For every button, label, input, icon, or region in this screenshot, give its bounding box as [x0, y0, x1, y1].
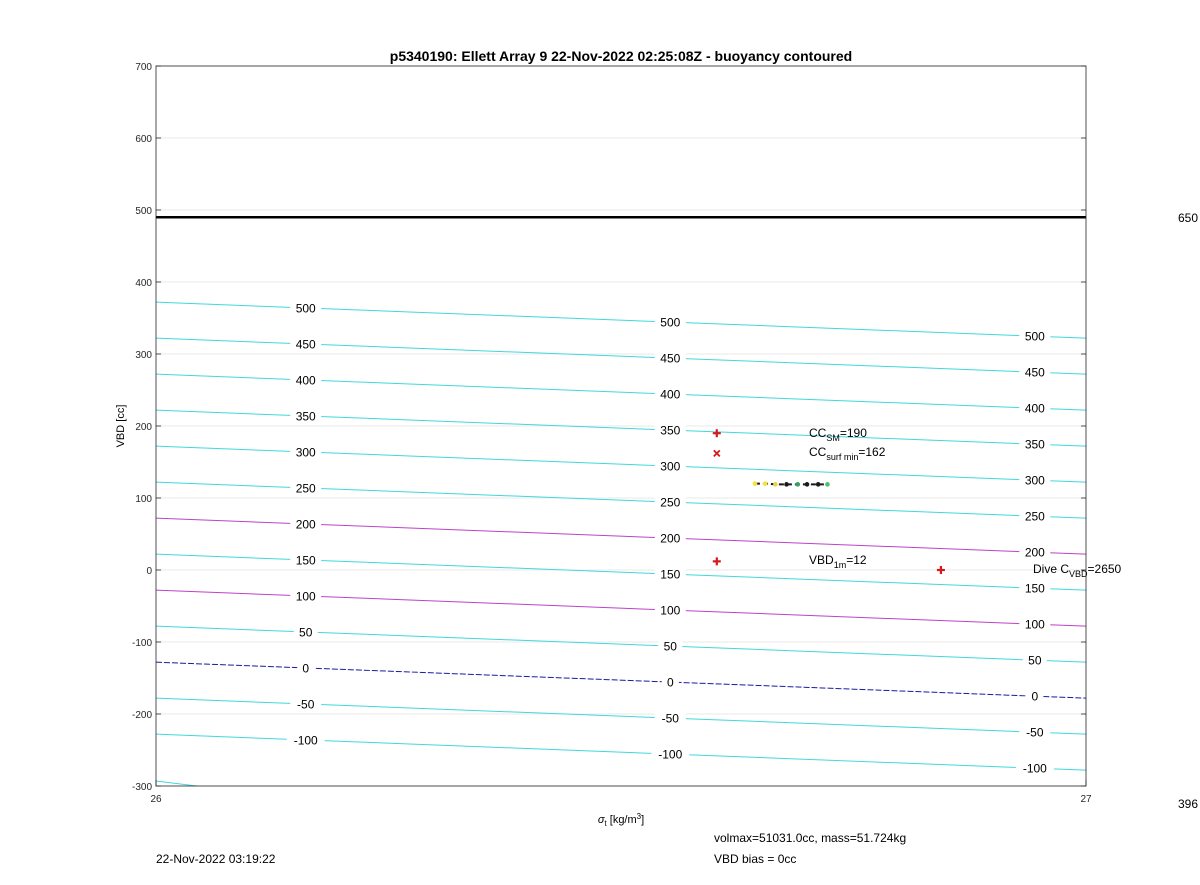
x-axis-label-sub: t [604, 819, 607, 828]
annotation-dive-sub: VBD [1069, 569, 1088, 579]
x-axis-label-unit-sup: 3 [636, 812, 642, 821]
contour-label-250: 250 [1024, 509, 1045, 524]
contour-label--50: -50 [661, 711, 679, 726]
contour-label-300: 300 [1024, 473, 1045, 488]
annotation-cc-sm-rest: =190 [839, 426, 867, 440]
right-label-bottom: 396 [1177, 797, 1198, 811]
contour-label-100: 100 [660, 603, 681, 618]
x-tick-label: 26 [150, 794, 162, 805]
dive-track-point [825, 482, 830, 487]
y-tick-label: 200 [135, 422, 152, 433]
dive-track-point [773, 482, 778, 487]
annotation-vbd-1m [809, 553, 867, 570]
annotation-dive-rest: =2650 [1087, 562, 1122, 576]
annotation-dive-base: Dive C [1033, 562, 1070, 576]
contour-label--50: -50 [1026, 725, 1044, 740]
marker-plus [713, 557, 721, 565]
marker-cross [714, 450, 720, 456]
footer-volmax: volmax=51031.0cc, mass=51.724kg [714, 831, 907, 845]
y-tick-label: -200 [131, 710, 152, 721]
annotation-vbd-1m-sub: 1m [833, 560, 847, 570]
contour-label-450: 450 [660, 351, 681, 366]
annotation-cc-surf-rest: =162 [858, 445, 886, 459]
contour-label--50: -50 [297, 697, 315, 712]
contour-label--100: -100 [293, 733, 318, 748]
y-tick-label: 600 [135, 134, 152, 145]
contour-label-450: 450 [1024, 365, 1045, 380]
annotation-vbd-1m-base: VBD [809, 553, 834, 567]
y-tick-label: -300 [131, 782, 152, 793]
contour-label-500: 500 [660, 315, 681, 330]
y-tick-label: 400 [135, 278, 152, 289]
contour-label-200: 200 [660, 531, 681, 546]
contour-label-450: 450 [295, 337, 316, 352]
x-tick-label: 27 [1080, 794, 1092, 805]
y-tick-label: 700 [135, 62, 152, 73]
dive-track-point [805, 482, 810, 487]
footer-vbd-bias: VBD bias = 0cc [714, 852, 797, 866]
contour-label-400: 400 [295, 373, 316, 388]
contour-line-0 [156, 662, 1086, 698]
contour-label-100: 100 [1024, 617, 1045, 632]
contour-line--150 [156, 781, 1086, 885]
contour-label-100: 100 [295, 589, 316, 604]
contour-label-300: 300 [660, 459, 681, 474]
dive-track-point [816, 482, 821, 487]
annotation-cc-sm [809, 426, 867, 443]
contour-label-0: 0 [302, 661, 310, 676]
contour-label-50: 50 [1028, 653, 1042, 668]
y-tick-label: -100 [131, 638, 152, 649]
annotation-vbd-1m-rest: =12 [846, 553, 867, 567]
contour-label-50: 50 [663, 639, 677, 654]
contour-label-350: 350 [660, 423, 681, 438]
x-axis-label-unit: [kg/m [606, 814, 637, 826]
x-axis-label [598, 812, 644, 828]
contour-label-500: 500 [1024, 329, 1045, 344]
footer-timestamp: 22-Nov-2022 03:19:22 [156, 852, 276, 866]
contour-label-300: 300 [295, 445, 316, 460]
contour-label-250: 250 [295, 481, 316, 496]
dive-track-point [795, 482, 800, 487]
annotation-cc-surf-base: CC [809, 445, 827, 459]
annotation-cc-sm-base: CC [809, 426, 827, 440]
y-tick-label: 300 [135, 350, 152, 361]
contour-label-50: 50 [299, 625, 313, 640]
contour-label-150: 150 [295, 553, 316, 568]
contour-label-150: 150 [1024, 581, 1045, 596]
annotation-dive-cvbd [1033, 562, 1122, 579]
contour-label-250: 250 [660, 495, 681, 510]
x-axis-label-symbol: σ [597, 814, 605, 826]
contour-label-400: 400 [1024, 401, 1045, 416]
dive-track-point [784, 482, 789, 487]
y-axis-label: VBD [cc] [115, 404, 127, 448]
contour-label-0: 0 [1031, 689, 1039, 704]
right-label-top: 650 [1177, 211, 1198, 225]
contour-label-350: 350 [1024, 437, 1045, 452]
contour-label-150: 150 [660, 567, 681, 582]
annotation-cc-surf-sub: surf min [826, 452, 859, 462]
contour-label-400: 400 [660, 387, 681, 402]
marker-plus [713, 429, 721, 437]
y-tick-label: 100 [135, 494, 152, 505]
y-tick-label: 0 [146, 566, 152, 577]
dive-track [753, 481, 830, 486]
dive-track-point [763, 481, 768, 486]
chart-title: p5340190: Ellett Array 9 22-Nov-2022 02:25:08Z - buoyancy contoured [389, 48, 853, 64]
contour-label-200: 200 [1024, 545, 1045, 560]
contour-label-500: 500 [295, 301, 316, 316]
axis-ticks [132, 62, 1092, 805]
annotation-cc-sm-sub: SM [826, 433, 840, 443]
contour-label-200: 200 [295, 517, 316, 532]
y-tick-label: 500 [135, 206, 152, 217]
contour-label--100: -100 [1022, 761, 1047, 776]
contour-label-350: 350 [295, 409, 316, 424]
annotation-cc-surf-min [809, 445, 886, 462]
contour-labels [287, 301, 1054, 776]
dive-track-point [753, 481, 758, 486]
marker-plus [937, 566, 945, 574]
grid [156, 66, 1086, 786]
contour-label-0: 0 [666, 675, 674, 690]
contour-label--100: -100 [658, 747, 683, 762]
x-axis-label-unit-end: ] [641, 814, 645, 826]
